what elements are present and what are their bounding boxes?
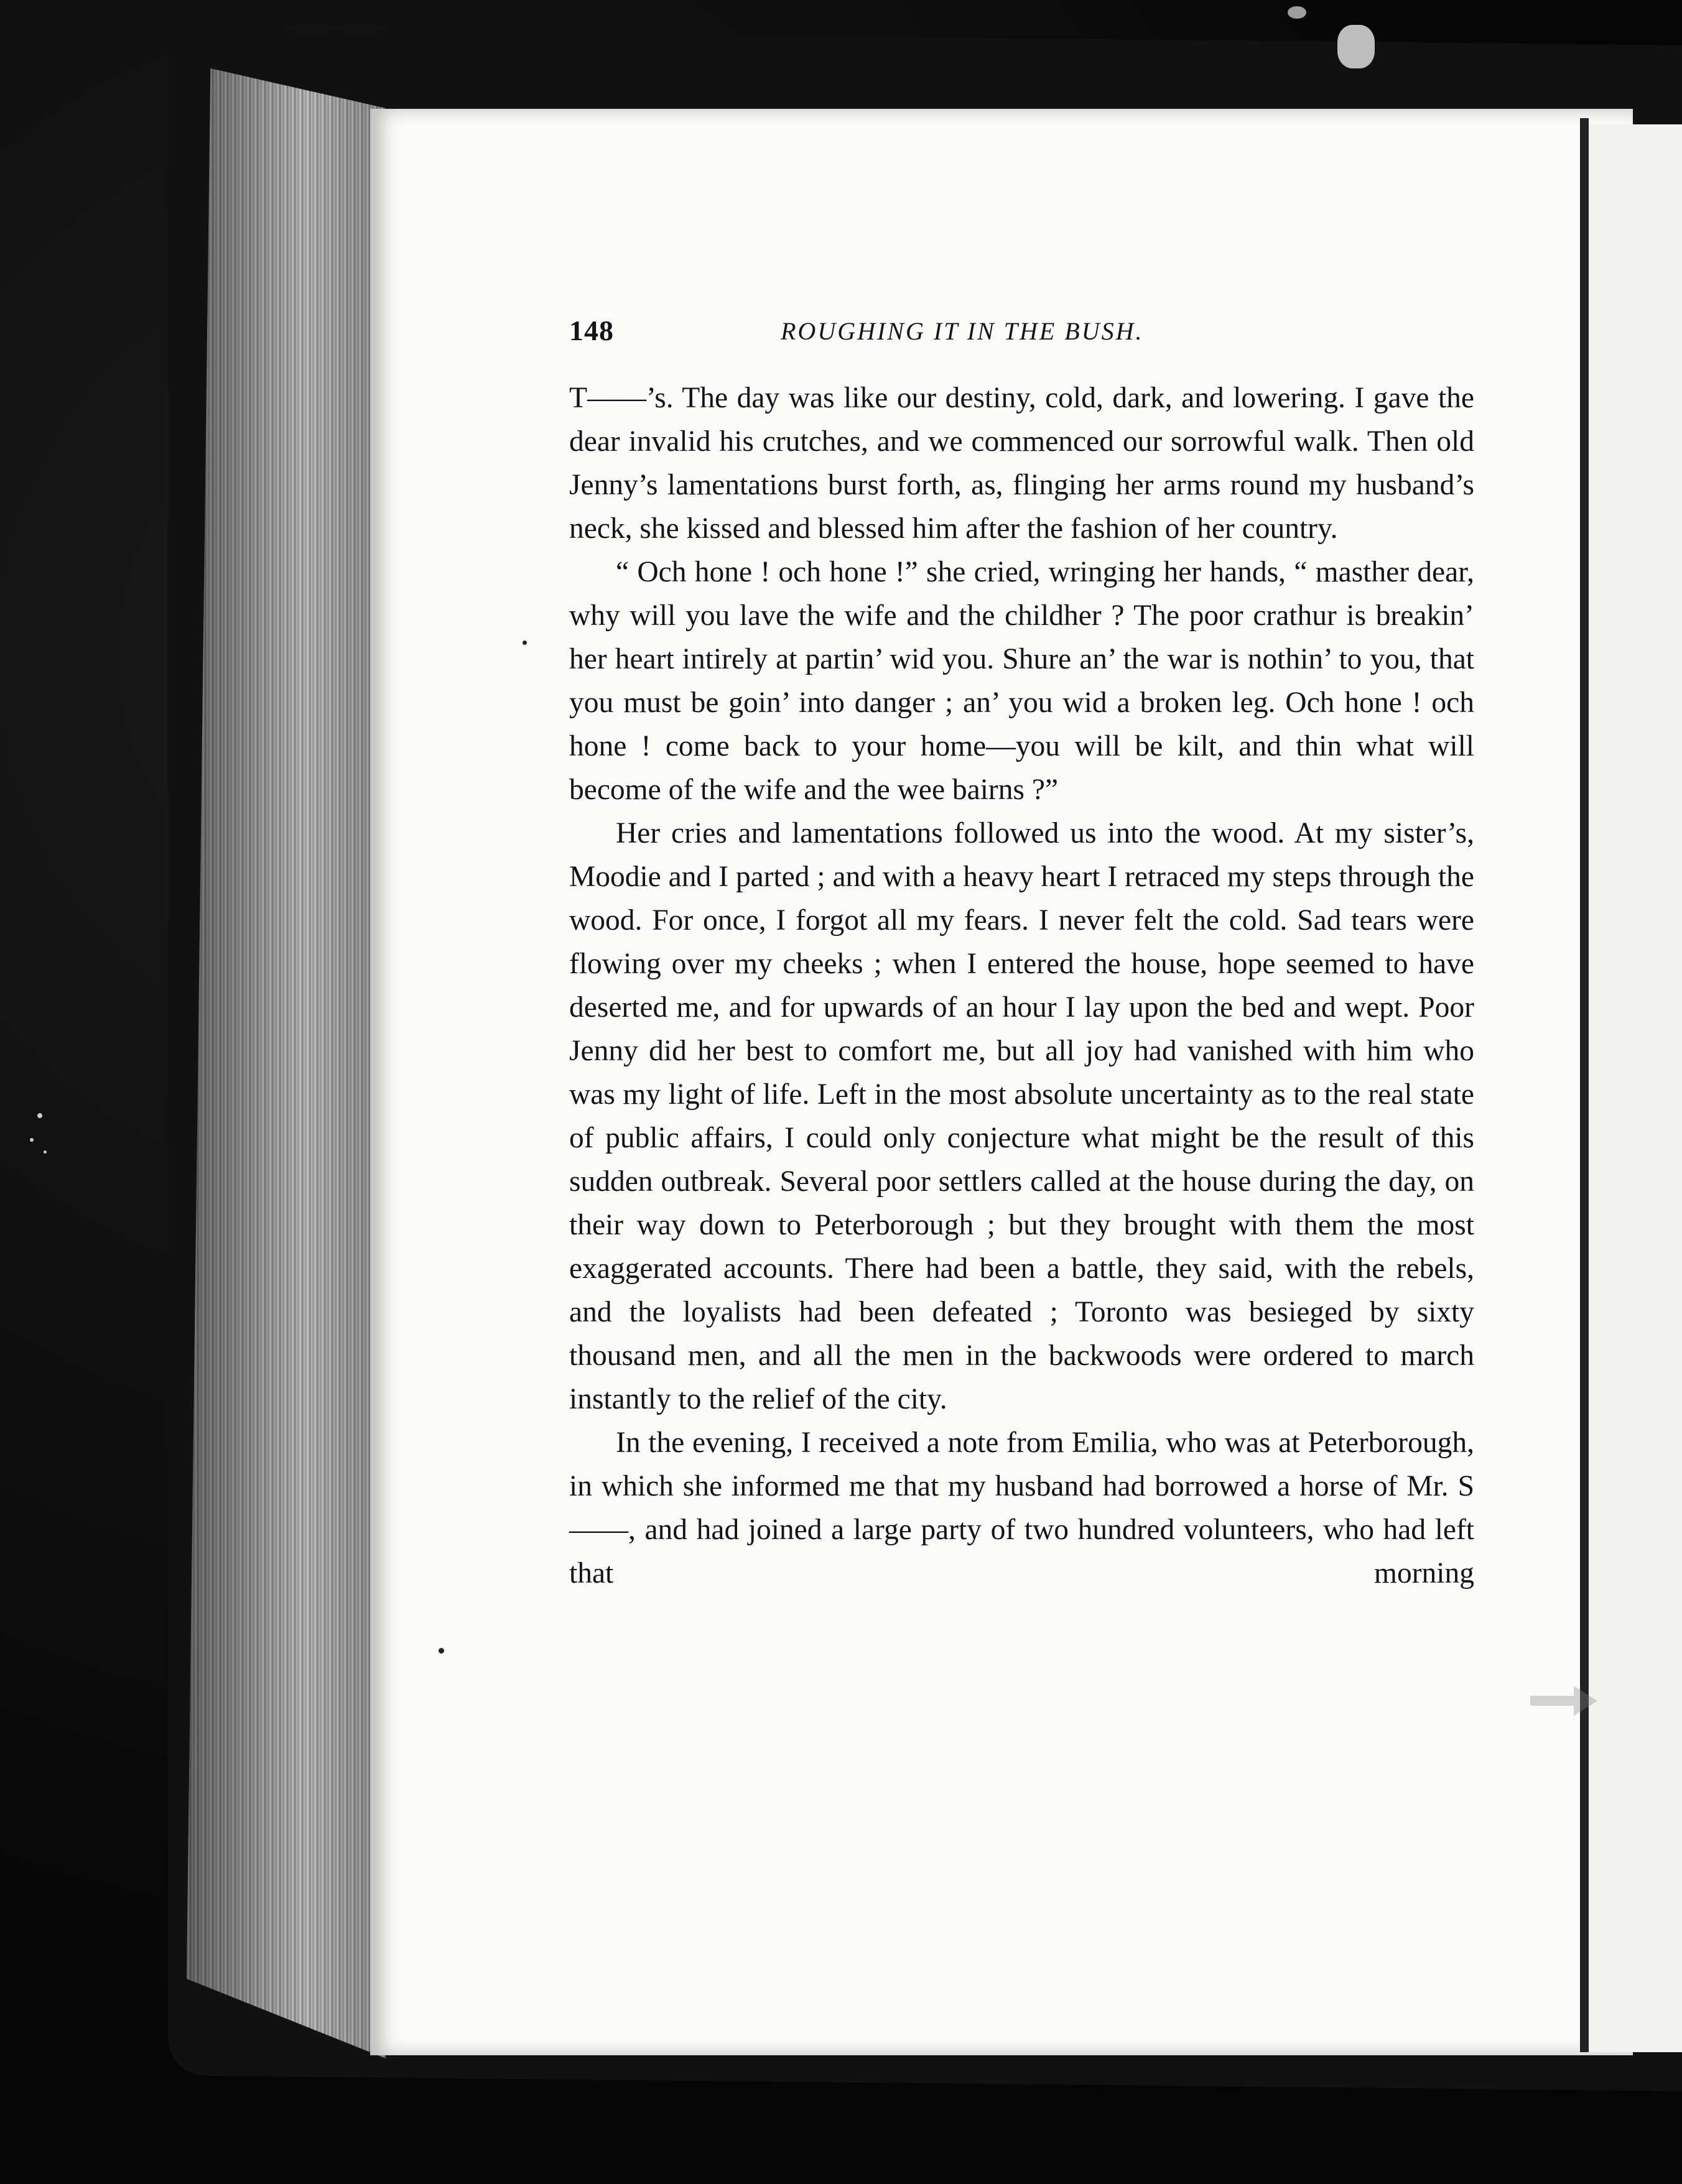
- arrow-icon: [1530, 1682, 1599, 1719]
- running-head: [569, 314, 1474, 364]
- scan-speck: [1288, 6, 1306, 19]
- page-edges-shadow: [187, 68, 386, 2058]
- page-gutter: [1580, 118, 1589, 2052]
- scan-speck: [439, 1648, 444, 1654]
- page-text-block: [569, 314, 1474, 1595]
- page-number: 148: [569, 315, 614, 346]
- scan-speck: [44, 1150, 47, 1154]
- scan-speck: [1337, 25, 1375, 68]
- paragraph: In the evening, I received a note from Emilia, who was at Peterborough, in which she informed me that my husband had borrowed a horse of Mr. S——, and had joined a large party of two hundred volunteers, who had left that morning: [569, 1427, 1474, 1589]
- paragraph: Her cries and lamentations followed us into the wood. At my sister’s, Moodie and I parted ; and with a heavy heart I retraced my steps through the wood. For once, I forgot all my fears. I never felt the cold. Sad tears were flowing over my cheeks ; when I entered the house, hope seemed to have deserted me, and for upwards of an hour I lay upon the bed and wept. Poor Jenny did her best to comfort me, but all joy had vanished with him who was my light of life. Left in the most absolute uncertainty as to the real state of public affairs, I could only conjecture what might be the result of this sudden outbreak. Several poor settlers called at the house during the day, on their way down to Peterborough ; but they brought with them the most exaggerated accounts. There had been a battle, they said, with the rebels, and the loyalists had been defeated ; Toronto was besieged by sixty thousand men, and all the men in the backwoods were ordered to march instantly to the relief of the city.: [569, 817, 1474, 1415]
- paragraph: “ Och hone ! och hone !” she cried, wringing her hands, “ masther dear, why will you lave the wife and the childher ? The poor crathur is breakin’ her heart intirely at partin’ wid you. Shure an’ the war is nothin’ to you, that you must be goin’ into danger ; an’ you wid a broken leg. Och hone ! och hone ! come back to your home—you will be kilt, and thin what will become of the wife and the wee bairns ?”: [569, 556, 1474, 806]
- paragraph: T——’s. The day was like our destiny, cold, dark, and lowering. I gave the dear invalid his crutches, and we commenced our sorrowful walk. Then old Jenny’s lamentations burst forth, as, flinging her arms round my husband’s neck, she kissed and blessed him after the fashion of her country.: [569, 382, 1474, 545]
- body-text: [569, 376, 1474, 1595]
- facing-page-edge: [1589, 124, 1682, 2052]
- scan-speck: [523, 641, 527, 645]
- running-title: ROUGHING IT IN THE BUSH.: [781, 317, 1144, 345]
- scan-speck: [30, 1138, 34, 1142]
- scan-speck: [37, 1113, 42, 1118]
